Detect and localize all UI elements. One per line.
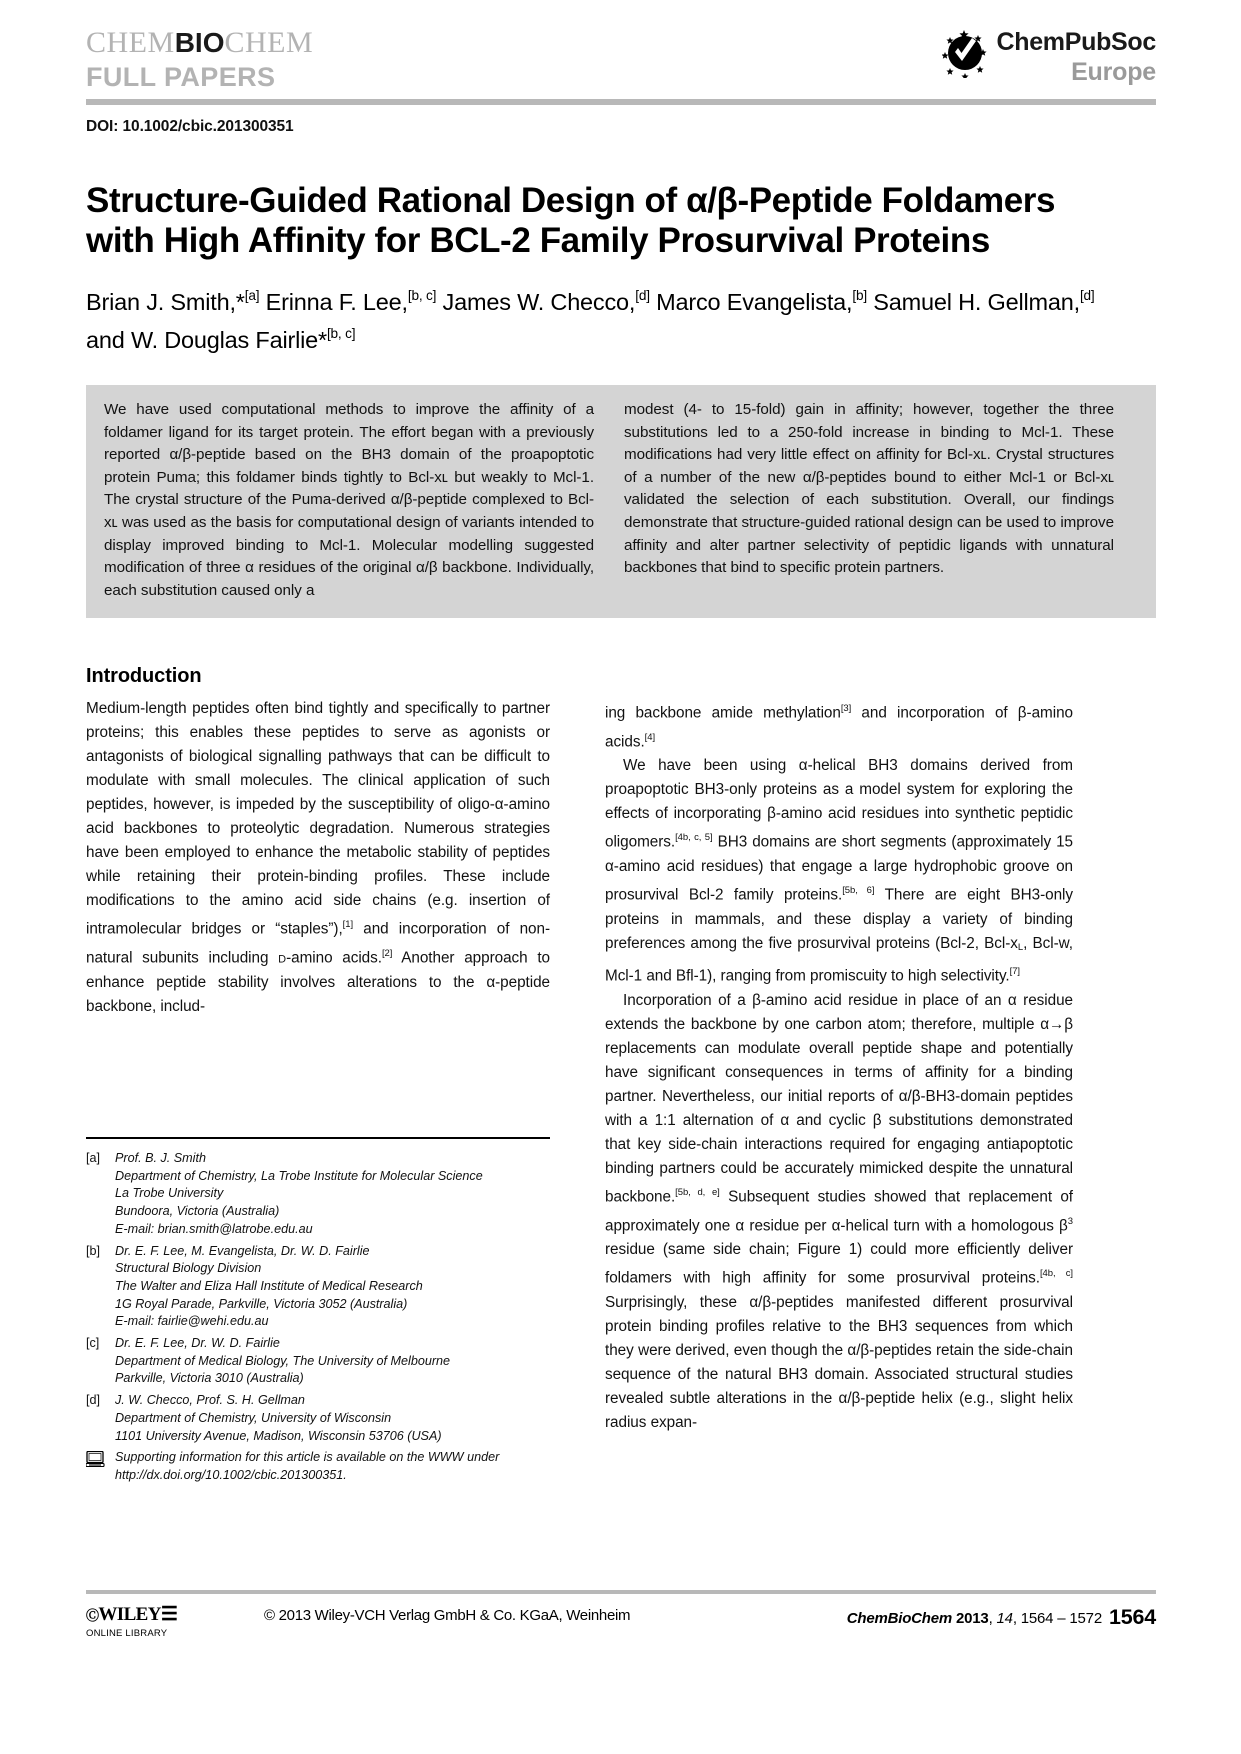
footnote-marker: [b]	[86, 1243, 101, 1258]
section-kind-label: FULL PAPERS	[86, 62, 276, 92]
body-paragraph: Medium-length peptides often bind tightly and specifically to partner proteins; this enables these peptides to serve as agonists or antagonists of biological signalling pathways that can be difficult to modulate with small molecules. The clinical application of such peptides, however, is impeded by the susceptibility of oligo-α-amino acid backbones to proteolytic degradation. Numerous strategies have been employed to enhance the metabolic stability of peptides while retaining their protein-binding profiles. These include modifications to the amino acid side chains (e.g. insertion of intramolecular bridges or “staples”),[1] and incorporation of non-natural subunits including d-amino acids.[2] Another approach to enhance peptide stability involves alterations to the α-peptide backbone, includ-	[86, 700, 551, 1015]
footnote-line: The Walter and Eliza Hall Institute of Medical Research	[115, 1278, 423, 1293]
footnote-line: 1G Royal Parade, Parkville, Victoria 3052 (Australia)	[115, 1296, 408, 1311]
body-paragraph: ing backbone amide methylation[3] and incorporation of β-amino acids.[4]	[605, 703, 1073, 751]
footnote-body	[115, 1335, 556, 1388]
footnote-line: Dr. E. F. Lee, M. Evangelista, Dr. W. D. Fairlie	[115, 1243, 370, 1258]
footnote-block	[86, 1150, 556, 1489]
footnote-divider	[86, 1137, 550, 1139]
footnote-marker: [d]	[86, 1393, 101, 1408]
footnote-line: Structural Biology Division	[115, 1261, 262, 1276]
footnote-email[interactable]: E-mail: fairlie@wehi.edu.au	[115, 1314, 269, 1329]
page-footer	[86, 1605, 1156, 1651]
chempubsoc-region: Europe	[1071, 58, 1156, 86]
footnote-line: Department of Chemistry, University of Wisconsin	[115, 1410, 392, 1425]
footnote-item	[86, 1335, 556, 1388]
body-paragraph: We have been using α-helical BH3 domains derived from proapoptotic BH3-only proteins as a model system for exploring the effects of incorporating β-amino acid residues into synthetic peptidic oligomers.[4b, c, 5] BH3 domains are short segments (approximately 15 α-amino acid residues) that engage a large hydrophobic groove on prosurvival Bcl-2 family proteins.[5b, 6] There are eight BH3-only proteins in mammals, and these display a variety of binding preferences among the five prosurvival proteins (Bcl-2, Bcl-$x_L$, Bcl-w, Mcl-1 and Bfl-1), ranging from promiscuity to high selectivity.[7]	[605, 757, 1073, 985]
abstract-column-right	[624, 399, 1114, 602]
body-column-left	[86, 697, 550, 1019]
citation-line: ChemBioChem 2013, 14, 1564 – 1572 1564	[846, 1605, 1156, 1629]
computer-monitor-icon	[86, 1449, 108, 1484]
abstract-box	[86, 385, 1156, 618]
footer-divider	[86, 1590, 1156, 1594]
supporting-information-body	[115, 1449, 556, 1484]
copyright-text: © 2013 Wiley-VCH Verlag GmbH & Co. KGaA, Weinheim	[264, 1607, 631, 1624]
footnote-line: Bundoora, Victoria (Australia)	[115, 1204, 280, 1219]
supporting-information-line: Supporting information for this article is available on the WWW under	[115, 1450, 500, 1465]
footnote-line: Parkville, Victoria 3010 (Australia)	[115, 1371, 304, 1386]
citation-year: 2013	[956, 1610, 989, 1627]
supporting-information-note	[86, 1449, 556, 1484]
footnote-line: Prof. B. J. Smith	[115, 1151, 206, 1165]
chempubsoc-logo-block	[942, 28, 1156, 85]
citation-pages: 1564 – 1572	[1020, 1610, 1102, 1627]
citation-journal: ChemBioChem	[846, 1610, 953, 1627]
chempubsoc-checkmark-icon	[942, 28, 988, 78]
journal-title-part1: CHEM	[86, 26, 175, 59]
page-number: 1564	[1108, 1605, 1156, 1629]
wiley-wordmark: ⒸWILEY☰	[86, 1604, 178, 1625]
footnote-line: J. W. Checco, Prof. S. H. Gellman	[115, 1393, 305, 1408]
footnote-body	[115, 1243, 556, 1332]
abstract-column-left	[104, 399, 594, 602]
footnote-line: Dr. E. F. Lee, Dr. W. D. Fairlie	[115, 1336, 280, 1351]
journal-title-part2: CHEM	[224, 26, 314, 59]
author-list: Brian J. Smith,*[a] Erinna F. Lee,[b, c] James W. Checco,[d] Marco Evangelista,[b] Samuel H. Gellman,[d] and W. Douglas Fairlie*[b, c]	[86, 288, 1095, 353]
wiley-online-library-logo	[86, 1605, 178, 1639]
body-paragraph: Incorporation of a β-amino acid residue in place of an α residue extends the backbone by one carbon atom; therefore, multiple α→β replacements can modulate overall peptide shape and potentially have significant consequences in terms of affinity for a binding partner. Nevertheless, our initial reports of α/β-BH3-domain peptides with a 1:1 alternation of α and cyclic β substitutions demonstrated that key side-chain interactions required for engaging antiapoptotic binding partners could be accurately mimicked despite the unnatural backbone.[5b, d, e] Subsequent studies showed that replacement of approximately one α residue per α-helical turn with a homologous β$^3$ residue (same side chain; Figure 1) could more efficiently deliver foldamers with high affinity for some prosurvival proteins.[4b, c] Surprisingly, these α/β-peptides manifested different prosurvival protein binding profiles relative to the BH3 sequences from which they were derived, even though the α/β-peptides retain the side-chain sequence of the natural BH3 domain. Associated structural studies revealed subtle alterations in the α/β-peptide helix (e.g., slight helix radius expan-	[605, 991, 1073, 1432]
footnote-line: Department of Chemistry, La Trobe Institute for Molecular Science	[115, 1168, 483, 1183]
supporting-information-url[interactable]: http://dx.doi.org/10.1002/cbic.201300351.	[115, 1467, 347, 1482]
footnote-line: 1101 University Avenue, Madison, Wisconsin 53706 (USA)	[115, 1428, 442, 1443]
footnote-body	[115, 1392, 556, 1445]
wiley-online-library-text: ONLINE LIBRARY	[86, 1628, 168, 1639]
journal-title-bio: BIO	[174, 27, 225, 58]
citation-volume: 14	[996, 1610, 1013, 1627]
chempubsoc-name: ChemPubSoc	[996, 28, 1156, 56]
masthead	[86, 26, 1156, 98]
footnote-marker: [a]	[86, 1151, 101, 1165]
footnote-line: Department of Medical Biology, The University of Melbourne	[115, 1353, 451, 1368]
abstract-text-right: modest (4- to 15-fold) gain in affinity; however, together the three substitutions led to a 250-fold increase in binding to Mcl-1. These modifications had very little effect on affinity for Bcl-xʟ. Crystal structures of a number of the new α/β-peptides bound to either Mcl-1 or Bcl-xʟ validated the selection of each substitution. Overall, our findings demonstrate that structure-guided rational design can be used to improve affinity and alter partner selectivity of peptidic ligands with unnatural backbones that bind to specific protein partners.	[624, 401, 1114, 577]
body-column-right	[605, 697, 1073, 1435]
section-heading-introduction: Introduction	[86, 664, 202, 687]
doi-line: DOI: 10.1002/cbic.201300351	[86, 118, 294, 135]
wiley-mark-text: WILEY	[98, 1604, 161, 1625]
abstract-text-left: We have used computational methods to improve the affinity of a foldamer ligand for its target protein. The effort began with a previously reported α/β-peptide based on the BH3 domain of the proapoptotic protein Puma; this foldamer binds tightly to Bcl-xʟ but weakly to Mcl-1. The crystal structure of the Puma-derived α/β-peptide complexed to Bcl-xʟ was used as the basis for computational design of variants intended to display improved binding to Mcl-1. Molecular modelling suggested modification of three α residues of the original α/β backbone. Individually, each substitution caused only a	[104, 401, 594, 599]
masthead-divider	[86, 99, 1156, 105]
footnote-body	[115, 1150, 556, 1239]
footnote-item	[86, 1392, 556, 1445]
footnote-marker: [c]	[86, 1336, 100, 1351]
footnote-item	[86, 1150, 556, 1239]
footnote-item	[86, 1243, 556, 1332]
footnote-line: La Trobe University	[115, 1186, 224, 1201]
chempubsoc-wordmark	[996, 28, 1156, 85]
footnote-email[interactable]: E-mail: brian.smith@latrobe.edu.au	[115, 1221, 313, 1236]
page-title: Structure-Guided Rational Design of α/β-Peptide Foldamers with High Affinity for BCL-2 Family Prosurvival Proteins	[86, 181, 1056, 261]
